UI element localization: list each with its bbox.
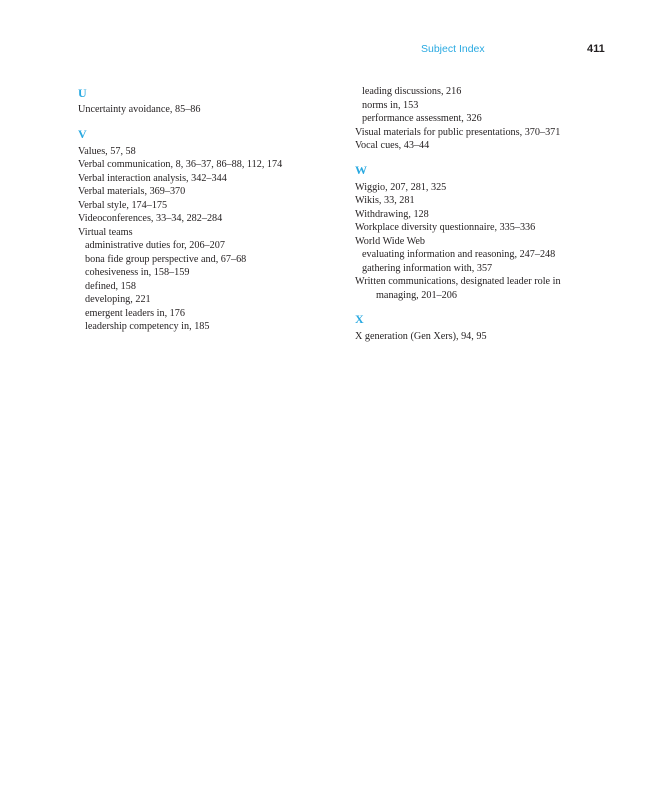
index-subentry: gathering information with, 357 (362, 262, 493, 274)
index-entry: Values, 57, 58 (78, 145, 136, 157)
index-subentry: performance assessment, 326 (362, 113, 482, 124)
index-subentry: developing, 221 (85, 294, 151, 305)
index-subentry: leading discussions, 216 (362, 86, 462, 97)
index-entry: Videoconferences, 33–34, 282–284 (78, 213, 223, 224)
index-subentry: norms in, 153 (362, 99, 419, 111)
index-entry: Vocal cues, 43–44 (355, 140, 430, 151)
running-head-section: Subject Index (421, 43, 485, 55)
letter-heading-w: W (355, 162, 367, 177)
index-column-left (78, 85, 338, 334)
index-entry: Withdrawing, 128 (355, 208, 429, 220)
index-subentry: evaluating information and reasoning, 247–248 (362, 249, 556, 260)
index-entry: X generation (Gen Xers), 94, 95 (355, 331, 487, 342)
index-entry: Visual materials for public presentations, 370–371 (355, 126, 561, 138)
index-column-right (355, 85, 595, 344)
index-entry: Wiggio, 207, 281, 325 (355, 181, 447, 193)
index-subentry: cohesiveness in, 158–159 (85, 267, 190, 278)
letter-heading-u: U (78, 86, 87, 100)
index-entry: Verbal interaction analysis, 342–344 (78, 172, 227, 184)
index-subentry: bona fide group perspective and, 67–68 (85, 253, 247, 265)
letter-heading-x: X (355, 312, 364, 326)
index-entry: Uncertainty avoidance, 85–86 (78, 104, 201, 115)
index-subentry: leadership competency in, 185 (85, 321, 210, 332)
page-number: 411 (587, 43, 605, 55)
letter-heading-v: V (78, 126, 87, 141)
index-entry: Workplace diversity questionnaire, 335–336 (355, 222, 536, 233)
index-subentry: emergent leaders in, 176 (85, 307, 185, 319)
index-subentry: defined, 158 (85, 280, 136, 292)
index-entry: Wikis, 33, 281 (355, 195, 415, 206)
index-entry: World Wide Web (355, 235, 426, 247)
index-subentry: administrative duties for, 206–207 (85, 240, 225, 251)
index-entry: Verbal materials, 369–370 (78, 186, 186, 197)
index-entry: Virtual teams (78, 226, 133, 238)
index-entry: Verbal style, 174–175 (78, 199, 168, 211)
index-entry: Written communications, designated leader role in managing, 201–206 (355, 276, 561, 301)
running-head (0, 43, 645, 59)
index-entry: Verbal communication, 8, 36–37, 86–88, 112, 174 (78, 159, 283, 170)
